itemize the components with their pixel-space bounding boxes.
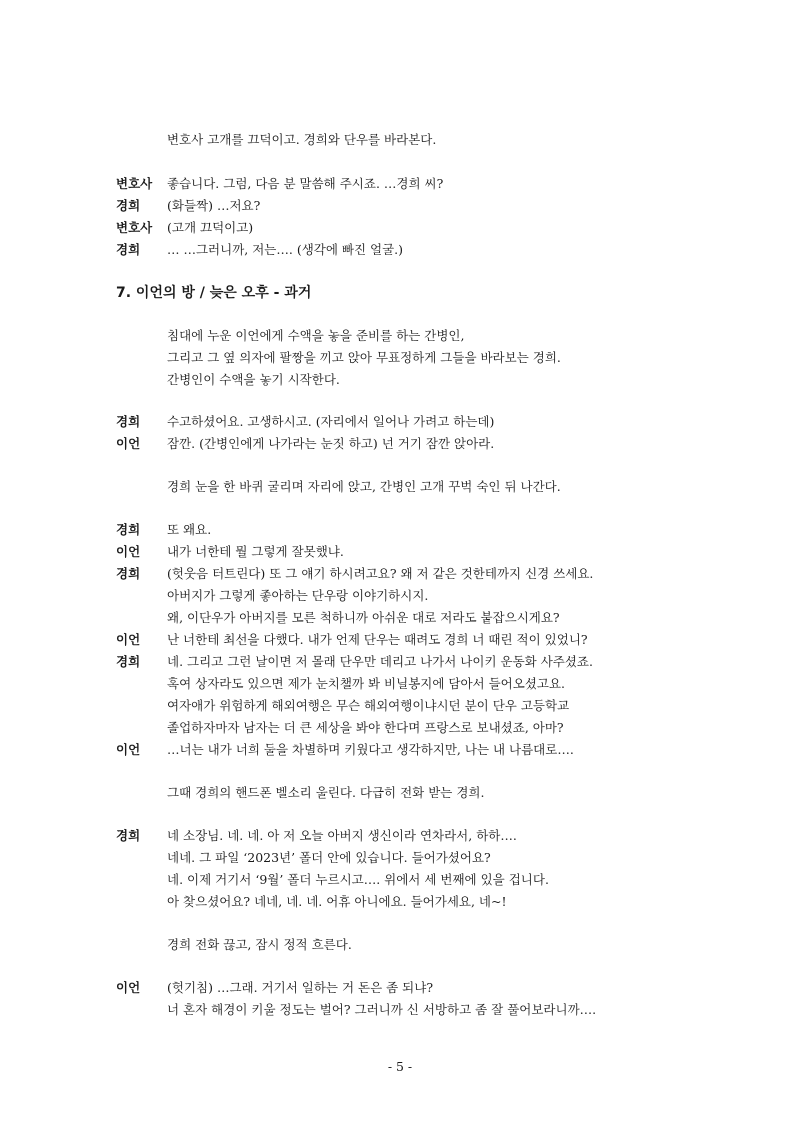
speaker-name: 이언 [116,436,141,451]
dialogue-line: 네 소장님. 네. 네. 아 저 오늘 아버지 생신이라 연차라서, 하하…. [167,828,517,843]
page-number: - 5 - [387,1059,413,1074]
dialogue-line: 내가 너한테 뭘 그렇게 잘못했냐. [167,544,344,559]
dialogue-continuation: 왜, 이단우가 아버지를 모른 척하니까 아쉬운 대로 저라도 붙잡으시게요? [167,610,560,625]
dialogue-continuation: 졸업하자마자 남자는 더 큰 세상을 봐야 한다며 프랑스로 보내셨죠, 아마? [167,720,564,735]
action-line: 그때 경희의 핸드폰 벨소리 울린다. 다급히 전화 받는 경희. [167,785,485,800]
dialogue-line: 좋습니다. 그럼, 다음 분 말씀해 주시죠. …경희 씨? [167,176,444,191]
dialogue-line: … …그러니까, 저는…. (생각에 빠진 얼굴.) [167,242,404,257]
dialogue-line: 난 너한테 최선을 다했다. 내가 언제 단우는 때려도 경희 너 때린 적이 있었니? [167,632,588,647]
dialogue-continuation: 아버지가 그렇게 좋아하는 단우랑 이야기하시지. [167,588,429,603]
speaker-name: 이언 [116,980,141,995]
action-line: 변호사 고개를 끄덕이고. 경희와 단우를 바라본다. [167,132,437,147]
action-line: 경희 전화 끊고, 잠시 정적 흐른다. [167,937,352,952]
speaker-name: 경희 [116,654,141,669]
dialogue-continuation: 네네. 그 파일 ‘2023년’ 폴더 안에 있습니다. 들어가셨어요? [167,850,491,865]
dialogue-continuation: 아 찾으셨어요? 네네, 네. 네. 어휴 아니에요. 들어가세요, 네~! [167,894,507,909]
speaker-name: 변호사 [116,220,153,235]
dialogue-continuation: 여자애가 위험하게 해외여행은 무슨 해외여행이냐시던 분이 단우 고등학교 [167,698,570,713]
dialogue-line: 수고하셨어요. 고생하시고. (자리에서 일어나 가려고 하는데) [167,414,495,429]
speaker-name: 경희 [116,242,141,257]
speaker-name: 경희 [116,566,141,581]
action-line: 그리고 그 옆 의자에 팔짱을 끼고 앉아 무표정하게 그들을 바라보는 경희. [167,350,561,365]
action-line: 간병인이 수액을 놓기 시작한다. [167,372,340,387]
dialogue-line: 잠깐. (간병인에게 나가라는 눈짓 하고) 넌 거기 잠깐 앉아라. [167,436,495,451]
speaker-name: 이언 [116,742,141,757]
action-line: 경희 눈을 한 바퀴 굴리며 자리에 앉고, 간병인 고개 꾸벅 숙인 뒤 나간다. [167,479,561,494]
speaker-name: 경희 [116,522,141,537]
dialogue-line: (화들짝) …저요? [167,198,261,213]
dialogue-continuation: 너 혼자 해경이 키울 정도는 벌어? 그러니까 신 서방하고 좀 잘 풀어보라니까…. [167,1002,597,1017]
speaker-name: 경희 [116,828,141,843]
dialogue-continuation: 네. 이제 거기서 ‘9월’ 폴더 누르시고…. 위에서 세 번째에 있을 겁니다. [167,872,549,887]
dialogue-continuation: 혹여 상자라도 있으면 제가 눈치챌까 봐 비닐봉지에 담아서 들어오셨고요. [167,676,566,691]
dialogue-line: (헛기침) …그래. 거기서 일하는 거 돈은 좀 되냐? [167,980,434,995]
speaker-name: 경희 [116,414,141,429]
dialogue-line: (헛웃음 터트린다) 또 그 얘기 하시려고요? 왜 저 같은 것한테까지 신경 쓰세요. [167,566,594,581]
dialogue-line: (고개 끄덕이고) [167,220,254,235]
dialogue-line: …너는 내가 너희 둘을 차별하며 키웠다고 생각하지만, 나는 내 나름대로…. [167,742,574,757]
action-line: 침대에 누운 이언에게 수액을 놓을 준비를 하는 간병인, [167,328,465,343]
dialogue-line: 네. 그리고 그런 날이면 저 몰래 단우만 데리고 나가서 나이키 운동화 사주셨죠. [167,654,593,669]
scene-heading: 7. 이언의 방 / 늦은 오후 - 과거 [116,285,312,301]
speaker-name: 이언 [116,544,141,559]
dialogue-line: 또 왜요. [167,522,212,537]
speaker-name: 변호사 [116,176,153,191]
speaker-name: 경희 [116,198,141,213]
speaker-name: 이언 [116,632,141,647]
